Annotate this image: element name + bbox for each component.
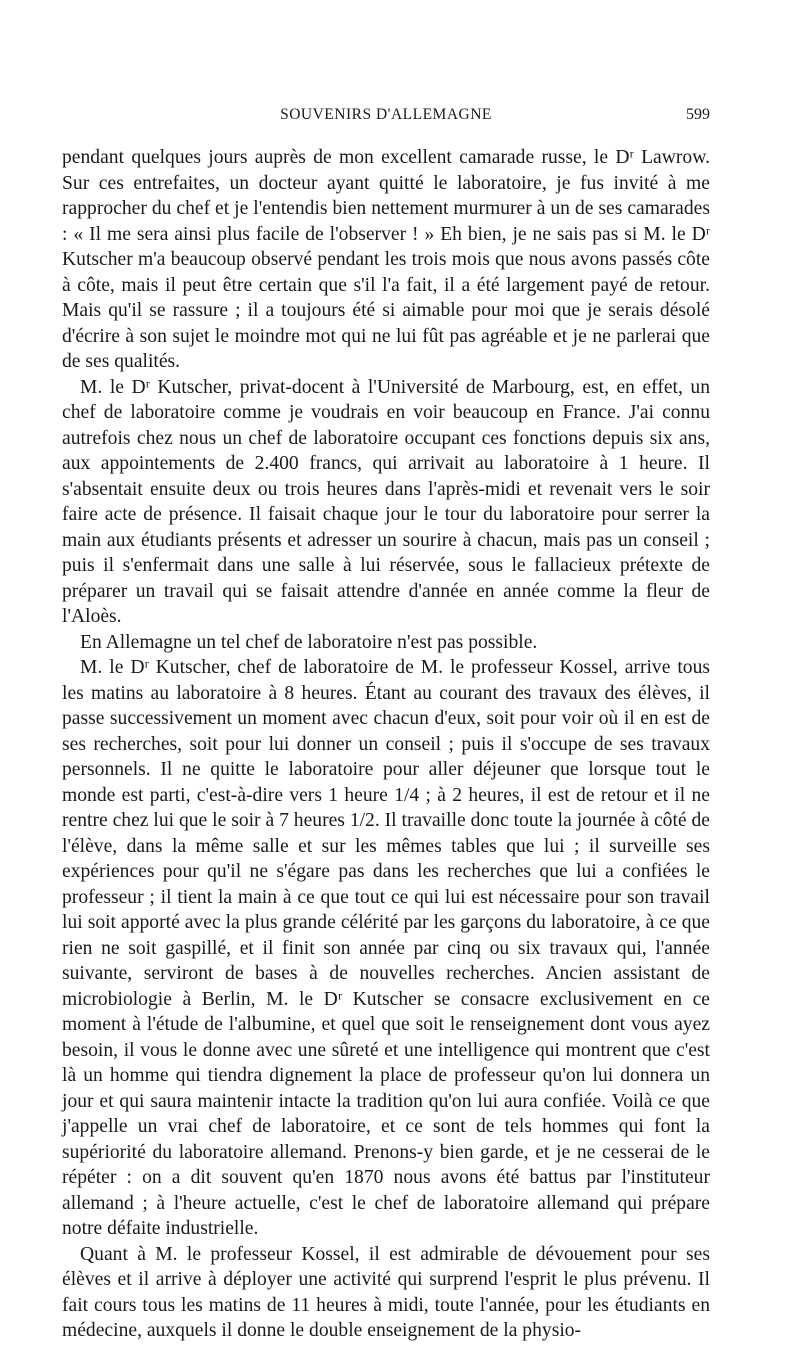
page-number: 599	[686, 106, 710, 123]
paragraph-1: pendant quelques jours auprès de mon excellent camarade russe, le Dʳ Lawrow. Sur ces entrefaites, un docteur ayant quitté le laboratoire, je fus invité à me rapprocher du chef et je l'entendis bien nettement murmurer à un de ses camarades : « Il me sera ainsi plus facile de l'observer ! » Eh bien, je ne sais pas si M. le Dʳ Kutscher m'a beaucoup observé pendant les trois mois que nous avons passés côte à côte, mais il peut être certain que s'il l'a fait, il a été largement payé de retour. Mais qu'il se rassure ; il a toujours été si aimable pour moi que je serais désolé d'écrire à son sujet le moindre mot qui ne lui fût pas agréable et je ne parlerai que de ses qualités.	[62, 147, 710, 372]
running-title: SOUVENIRS D'ALLEMAGNE	[280, 106, 492, 123]
paragraph-4: M. le Dʳ Kutscher, chef de laboratoire de M. le professeur Kossel, arrive tous les matins au laboratoire à 8 heures. Étant au courant des travaux des élèves, il passe successivement un moment avec chacun d'eux, soit pour voir où il en est de ses recherches, soit pour lui donner un conseil ; puis il s'occupe de ses travaux personnels. Il ne quitte le laboratoire pour aller déjeuner que lorsque tout le monde est parti, c'est-à-dire vers 1 heure 1/4 ; à 2 heures, il est de retour et il ne rentre chez lui que le soir à 7 heures 1/2. Il travaille donc toute la journée à côté de l'élève, dans la même salle et sur les mêmes tables que lui ; il surveille ses expériences pour qu'il ne s'égare pas dans les recherches que lui a confiées le professeur ; il tient la main à ce que tout ce qui lui est nécessaire pour son travail lui soit apporté avec la plus grande célérité par les garçons du laboratoire, à ce que rien ne soit gaspillé, et il finit son année par cinq ou six travaux qui, l'année suivante, serviront de bases à de nouvelles recherches. Ancien assistant de microbiologie à Berlin, M. le Dʳ Kutscher se consacre exclusivement en ce moment à l'étude de l'albumine, et quel que soit le renseignement dont vous ayez besoin, il vous le donne avec une sûreté et une intelligence qui montrent que c'est là un homme qui tiendra dignement la place de professeur qu'on lui donnera un jour et qui saura maintenir intacte la tradition qu'on lui aura confiée. Voilà ce que j'appelle un vrai chef de laboratoire, et ce sont de tels hommes qui font la supériorité du laboratoire allemand. Prenons-y bien garde, et je ne cesserai de le répéter : on a dit souvent qu'en 1870 nous avons été battus par l'instituteur allemand ; à l'heure actuelle, c'est le chef de laboratoire allemand qui prépare notre défaite industrielle.	[62, 657, 710, 1239]
page-header	[62, 106, 710, 130]
body-text	[62, 145, 710, 1344]
paragraph-3: En Allemagne un tel chef de laboratoire n'est pas possible.	[80, 631, 538, 653]
paragraph-5: Quant à M. le professeur Kossel, il est admirable de dévouement pour ses élèves et il arrive à déployer une activité qui surprend l'esprit le plus prévenu. Il fait cours tous les matins de 11 heures à midi, toute l'année, pour les étudiants en médecine, auxquels il donne le double enseignement de la physio-	[62, 1243, 710, 1341]
paragraph-2: M. le Dʳ Kutscher, privat-docent à l'Université de Marbourg, est, en effet, un chef de laboratoire comme je voudrais en voir beaucoup en France. J'ai connu autrefois chez nous un chef de laboratoire occupant ces fonctions depuis six ans, aux appointements de 2.400 francs, qui arrivait au laboratoire à 1 heure. Il s'absentait ensuite deux ou trois heures dans l'après-midi et revenait vers le soir faire acte de présence. Il faisait chaque jour le tour du laboratoire pour serrer la main aux étudiants présents et adresser un sourire à chacun, mais pas un conseil ; puis il s'enfermait dans une salle à lui réservée, sous le fallacieux prétexte de préparer un travail qui se faisait attendre d'année en année comme la fleur de l'Aloès.	[62, 376, 710, 627]
